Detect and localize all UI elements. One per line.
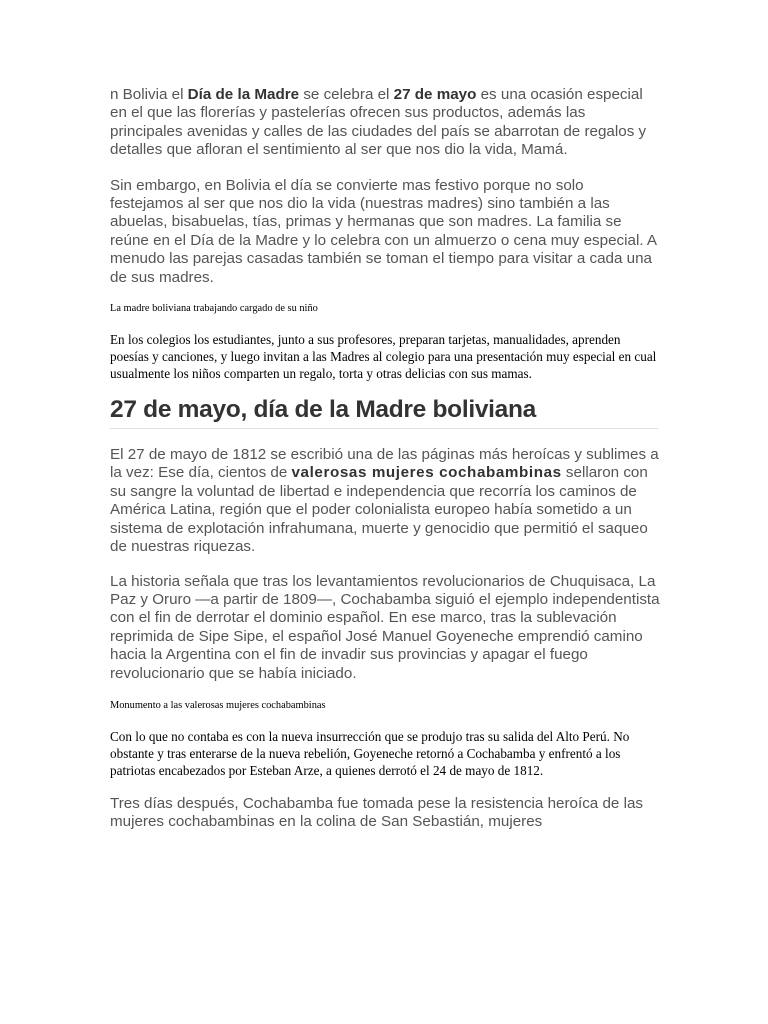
paragraph-tres-dias: Tres días después, Cochabamba fue tomada pese la resistencia heroíca de las mujeres cochabambinas en la colina de San Sebastián, mujeres: [110, 794, 643, 831]
paragraph-colegios: En los colegios los estudiantes, junto a sus profesores, preparan tarjetas, manualidades, aprenden poesías y canciones, y luego invitan a las Madres al colegio para una presentación muy especial en cual usualmente los niños comparten un regalo, torta y otras delicias con sus mamas.: [110, 332, 657, 382]
intro-text-end: es una ocasión especial en el que las florerías y pastelerías ofrecen sus productos, además las principales avenidas y calles de las ciudades del país se abarrotan de regalos y detalles que afloran el sentimiento al ser que nos dio la vida, Mamá.: [110, 86, 647, 159]
history-text-end: sellaron con su sangre la voluntad de libertad e independencia que recorría los caminos de América Latina, región que el poder colonialista europeo había sometido a un sistema de explotación infrahumana, muerte y genocidio que permitió el saqueo de nuestras riquezas.: [110, 464, 648, 556]
paragraph-intro: [110, 86, 660, 160]
history-bold-mujeres: valerosas mujeres cochabambinas: [291, 464, 562, 482]
paragraph-insurreccion: Con lo que no contaba es con la nueva insurrección que se produjo tras su salida del Alto Perú. No obstante y tras enterarse de la nueva rebelión, Goyeneche retornó a Cochabamba y enfrentó a los patriotas encabezados por Esteban Arze, a quienes derrotó el 24 de mayo de 1812.: [110, 728, 630, 778]
paragraph-history-1812: [110, 446, 660, 556]
image-caption-madre: La madre boliviana trabajando cargado de su niño: [110, 303, 318, 315]
history-text-start: El 27 de mayo de 1812 se escribió una de las páginas más heroícas y sublimes a la vez: Ese día, cientos de: [110, 446, 659, 482]
intro-text-start: n Bolivia el: [110, 86, 188, 103]
paragraph-festivities: Sin embargo, en Bolivia el día se convierte mas festivo porque no solo festejamos al ser que nos dio la vida (nuestras madres) sino también a las abuelas, bisabuelas, tías, primas y hermanas que son madres. La familia se reúne en el Día de la Madre y lo celebra con un almuerzo o cena muy especial. A menudo las parejas casadas también se toman el tiempo para visitar a cada una de sus madres.: [110, 176, 657, 286]
document-body: [110, 86, 660, 832]
image-caption-monumento: Monumento a las valerosas mujeres cochabambinas: [110, 699, 326, 711]
paragraph-levantamientos: La historia señala que tras los levantamientos revolucionarios de Chuquisaca, La Paz y Oruro —a partir de 1809—, Cochabamba siguió el ejemplo independentista con el fin de derrotar el dominio español. En ese marco, tras la sublevación reprimida de Sipe Sipe, el español José Manuel Goyeneche emprendió camino hacia la Argentina con el fin de invadir sus provincias y apagar el fuego revolucionario que se había iniciado.: [110, 572, 660, 682]
intro-bold-dia-madre: Día de la Madre: [187, 86, 300, 103]
intro-bold-date: 27 de mayo: [393, 86, 477, 103]
intro-text-mid: se celebra el: [299, 86, 394, 103]
section-heading: 27 de mayo, día de la Madre boliviana: [110, 396, 658, 429]
